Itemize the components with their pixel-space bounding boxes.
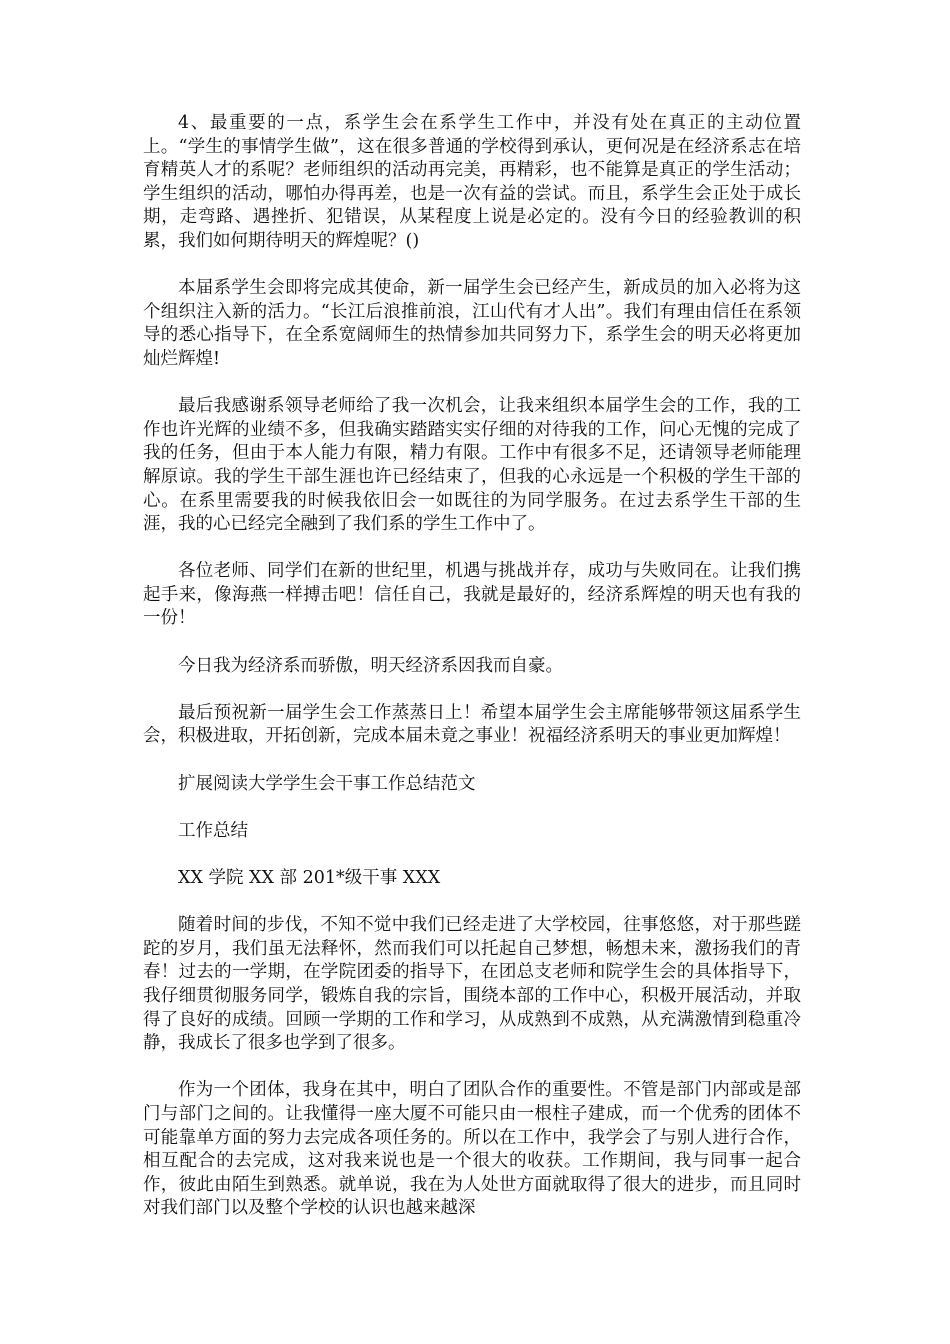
paragraph-university-life: 随着时间的步伐，不知不觉中我们已经走进了大学校园，往事悠悠，对于那些蹉跎的岁月，我们虽无法释怀，然而我们可以托起自己梦想，畅想未来，激扬我们的青春！过去的一学期，在学院团委的指导下，在团总支老师和院学生会的具体指导下，我仔细贯彻服务同学，锻炼自我的宗旨，围绕本部的工作中心，积极开展活动，并取得了良好的成绩。回顾一学期的工作和学习，从成熟到不成熟，从充满激情到稳重冷静，我成长了很多也学到了很多。 bbox=[143, 915, 801, 1054]
paragraph-call-to-action: 各位老师、同学们在新的世纪里，机遇与挑战并存，成功与失败同在。让我们携起手来，像海燕一样搏击吧！信任自己，我就是最好的，经济系辉煌的明天也有我的一份！ bbox=[143, 561, 801, 629]
extended-reading-heading: 扩展阅读大学学生会干事工作总结范文 bbox=[178, 773, 476, 794]
paragraph-new-union: 本届系学生会即将完成其使命，新一届学生会已经产生，新成员的加入必将为这个组织注入新的活力。“长江后浪推前浪，江山代有才人出”。我们有理由信任在系领导的悉心指导下，在全系宽阔师生的热情参加共同努力下，系学生会的明天必将更加灿烂辉煌! bbox=[143, 278, 801, 369]
work-summary-title: 工作总结 bbox=[178, 820, 248, 841]
paragraph-wishes: 最后预祝新一届学生会工作蒸蒸日上！希望本届学生会主席能够带领这届系学生会，积极进取，开拓创新，完成本届未竟之事业！祝福经济系明天的事业更加辉煌！ bbox=[143, 702, 801, 747]
paragraph-pride: 今日我为经济系而骄傲，明天经济系因我而自豪。 bbox=[178, 655, 563, 676]
paragraph-thanks: 最后我感谢系领导老师给了我一次机会，让我来组织本届学生会的工作，我的工作也许光辉的业绩不多，但我确实踏踏实实仔细的对待我的工作，问心无愧的完成了我的任务，但由于本人能力有限，精力有限。工作中有很多不足，还请领导老师能理解原谅。我的学生干部生涯也许已经结束了，但我的心永远是一个积极的学生干部的心。在系里需要我的时候我依旧会一如既往的为同学服务。在过去系学生干部的生涯，我的心已经完全融到了我们系的学生工作中了。 bbox=[143, 396, 801, 535]
paragraph-teamwork: 作为一个团体，我身在其中，明白了团队合作的重要性。不管是部门内部或是部门与部门之间的。让我懂得一座大厦不可能只由一根柱子建成，而一个优秀的团体不可能靠单方面的努力去完成各项任务的。所以在工作中，我学会了与别人进行合作，相互配合的去完成，这对我来说也是一个很大的收获。工作期间，我与同事一起合作，彼此由陌生到熟悉。就单说，我在为人处世方面就取得了很大的进步，而且同时对我们部门以及整个学校的认识也越来越深 bbox=[143, 1080, 801, 1219]
document-page bbox=[143, 112, 801, 1245]
author-line: XX 学院 XX 部 201*级干事 XXX bbox=[178, 868, 441, 888]
paragraph-student-union-position: 4、最重要的一点，系学生会在系学生工作中，并没有处在真正的主动位置上。“学生的事情学生做”，这在很多普通的学校得到承认，更何况是在经济系志在培育精英人才的系呢？老师组织的活动再完美，再精彩，也不能算是真正的学生活动；学生组织的活动，哪怕办得再差，也是一次有益的尝试。而且，系学生会正处于成长期，走弯路、遇挫折、犯错误，从某程度上说是必定的。没有今日的经验教训的积累，我们如何期待明天的辉煌呢？() bbox=[143, 113, 801, 251]
